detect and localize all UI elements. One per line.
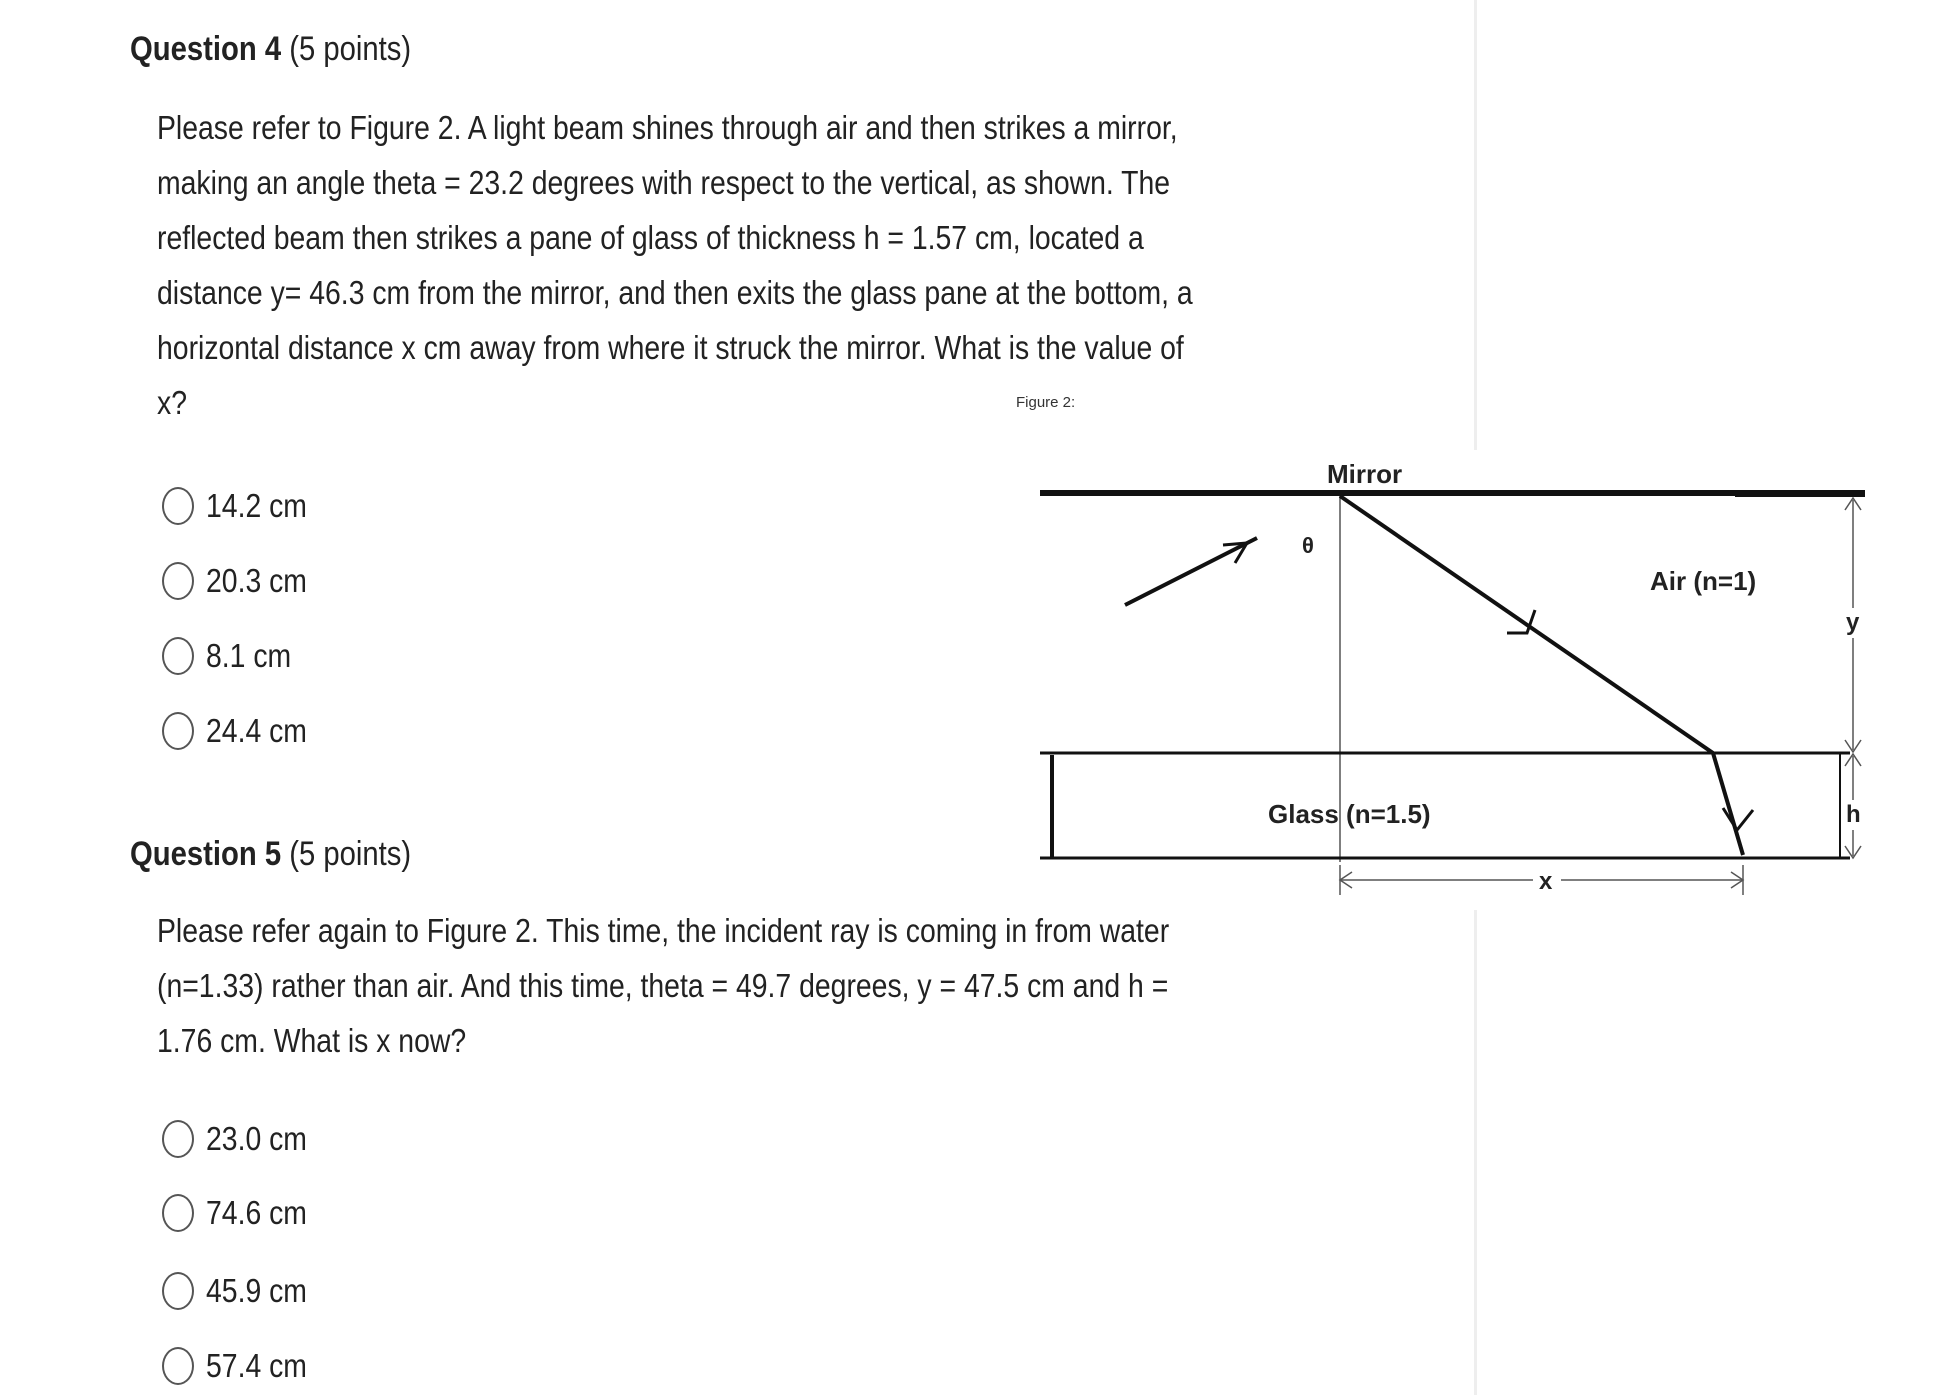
air-label: Air (n=1) bbox=[1650, 566, 1757, 596]
mirror-label: Mirror bbox=[1327, 459, 1403, 489]
question-4-label: Question 4 bbox=[130, 30, 282, 68]
radio-button[interactable] bbox=[162, 637, 194, 675]
question-4-line: distance y= 46.3 cm from the mirror, and then exits the glass pane at the bottom, a bbox=[157, 274, 1193, 311]
question-5-line: Please refer again to Figure 2. This time, the incident ray is coming in from water bbox=[157, 912, 1170, 949]
theta-label: θ bbox=[1302, 533, 1314, 558]
question-5-body bbox=[157, 903, 1169, 1068]
question-5-option-4[interactable] bbox=[162, 1345, 323, 1387]
question-4-option-1[interactable] bbox=[162, 485, 323, 527]
radio-button[interactable] bbox=[162, 1347, 194, 1385]
question-5-option-1[interactable] bbox=[162, 1118, 323, 1160]
option-label: 14.2 cm bbox=[206, 487, 307, 524]
radio-button[interactable] bbox=[162, 1194, 194, 1232]
radio-button[interactable] bbox=[162, 1120, 194, 1158]
question-5-option-2[interactable] bbox=[162, 1192, 323, 1234]
question-4-option-2[interactable] bbox=[162, 560, 323, 602]
question-5-label: Question 5 bbox=[130, 835, 282, 873]
figure-2-diagram bbox=[1035, 450, 1875, 910]
option-label: 8.1 cm bbox=[206, 637, 292, 674]
question-4-line: making an angle theta = 23.2 degrees with respect to the vertical, as shown. The bbox=[157, 164, 1171, 201]
y-label: y bbox=[1846, 609, 1860, 636]
question-5-line: 1.76 cm. What is x now? bbox=[157, 1022, 467, 1059]
question-4-points: (5 points) bbox=[289, 30, 412, 68]
option-label: 74.6 cm bbox=[206, 1194, 307, 1231]
question-4-option-3[interactable] bbox=[162, 635, 305, 677]
question-4-option-4[interactable] bbox=[162, 710, 323, 752]
option-label: 20.3 cm bbox=[206, 562, 307, 599]
question-5-points: (5 points) bbox=[289, 835, 412, 873]
option-label: 57.4 cm bbox=[206, 1347, 307, 1384]
h-label: h bbox=[1846, 801, 1861, 828]
question-5-title bbox=[130, 835, 411, 874]
x-label: x bbox=[1539, 868, 1553, 895]
radio-button[interactable] bbox=[162, 487, 194, 525]
question-4-line: horizontal distance x cm away from where it struck the mirror. What is the value of bbox=[157, 329, 1184, 366]
question-4-line: Please refer to Figure 2. A light beam shines through air and then strikes a mirror, bbox=[157, 109, 1178, 146]
option-label: 23.0 cm bbox=[206, 1120, 307, 1157]
radio-button[interactable] bbox=[162, 1272, 194, 1310]
question-4-body bbox=[157, 100, 1193, 430]
radio-button[interactable] bbox=[162, 562, 194, 600]
question-5-option-3[interactable] bbox=[162, 1270, 323, 1312]
figure-caption: Figure 2: bbox=[1016, 394, 1076, 411]
radio-button[interactable] bbox=[162, 712, 194, 750]
question-4-title bbox=[130, 30, 411, 69]
option-label: 45.9 cm bbox=[206, 1272, 307, 1309]
figure-background bbox=[1035, 450, 1875, 910]
question-4-line: reflected beam then strikes a pane of glass of thickness h = 1.57 cm, located a bbox=[157, 219, 1144, 256]
question-5-line: (n=1.33) rather than air. And this time, theta = 49.7 degrees, y = 47.5 cm and h = bbox=[157, 967, 1169, 1004]
question-4-line: x? bbox=[157, 384, 187, 421]
option-label: 24.4 cm bbox=[206, 712, 307, 749]
glass-label: Glass (n=1.5) bbox=[1268, 799, 1431, 829]
